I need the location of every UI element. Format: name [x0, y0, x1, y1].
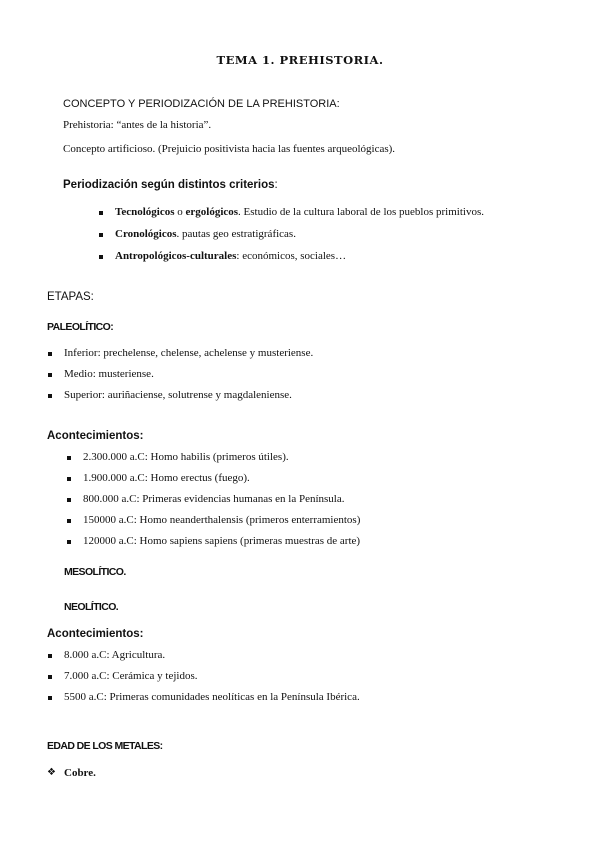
list-item: 150000 a.C: Homo neanderthalensis (primeros enterramientos) [83, 514, 361, 526]
periodization-heading-text: Periodización según distintos criterios [63, 179, 275, 191]
bullet-icon [99, 255, 103, 259]
concept-definition: Prehistoria: “antes de la historia”. [63, 119, 212, 131]
periodization-term: Cronológicos [115, 228, 177, 240]
list-item: Superior: auriñaciense, solutrense y magdaleniense. [64, 389, 292, 401]
periodization-item [115, 250, 346, 262]
bullet-icon [48, 394, 52, 398]
bullet-icon [99, 211, 103, 215]
periodization-description: : económicos, sociales… [236, 250, 347, 262]
list-item: Inferior: prechelense, chelense, achelense y musteriense. [64, 347, 314, 359]
bullet-icon [48, 675, 52, 679]
list-item: 1.900.000 a.C: Homo erectus (fuego). [83, 472, 250, 484]
bullet-icon [67, 498, 71, 502]
page-title: TEMA 1. PREHISTORIA. [216, 53, 384, 67]
bullet-icon [48, 654, 52, 658]
periodization-connector: o [174, 206, 186, 218]
mesolithic-heading: MESOLÍTICO. [64, 566, 126, 578]
periodization-heading-colon: : [274, 179, 278, 191]
metals-heading: EDAD DE LOS METALES: [47, 740, 163, 752]
bullet-icon [48, 352, 52, 356]
periodization-item [115, 228, 296, 240]
neolithic-heading: NEOLÍTICO. [64, 601, 119, 613]
events-heading: Acontecimientos: [47, 430, 144, 442]
periodization-term: ergológicos [185, 206, 239, 218]
periodization-description: . pautas geo estratigráficas. [176, 228, 296, 240]
bullet-icon [67, 540, 71, 544]
list-item: 5500 a.C: Primeras comunidades neolíticas en la Península Ibérica. [64, 691, 360, 703]
bullet-icon [67, 477, 71, 481]
bullet-icon [67, 456, 71, 460]
stages-heading: ETAPAS: [47, 291, 94, 303]
concept-heading: CONCEPTO Y PERIODIZACIÓN DE LA PREHISTORIA: [63, 98, 340, 110]
list-item: 800.000 a.C: Primeras evidencias humanas en la Península. [83, 493, 345, 505]
list-item: 8.000 a.C: Agricultura. [64, 649, 166, 661]
periodization-term: Tecnológicos [115, 206, 175, 218]
concept-note: Concepto artificioso. (Prejuicio positivista hacia las fuentes arqueológicas). [63, 143, 396, 155]
diamond-bullet-icon: ❖ [47, 767, 56, 778]
bullet-icon [67, 519, 71, 523]
bullet-icon [99, 233, 103, 237]
list-item: Medio: musteriense. [64, 368, 154, 380]
bullet-icon [48, 696, 52, 700]
bullet-icon [48, 373, 52, 377]
periodization-item [115, 206, 484, 218]
events-heading: Acontecimientos: [47, 628, 144, 640]
list-item: Cobre. [64, 767, 96, 779]
periodization-description: . Estudio de la cultura laboral de los pueblos primitivos. [238, 206, 484, 218]
periodization-heading [63, 179, 278, 191]
list-item: 120000 a.C: Homo sapiens sapiens (primeras muestras de arte) [83, 535, 361, 547]
list-item: 2.300.000 a.C: Homo habilis (primeros útiles). [83, 451, 289, 463]
paleolithic-heading: PALEOLÍTICO: [47, 321, 114, 333]
list-item: 7.000 a.C: Cerámica y tejidos. [64, 670, 198, 682]
periodization-term: Antropológicos-culturales [115, 250, 237, 262]
